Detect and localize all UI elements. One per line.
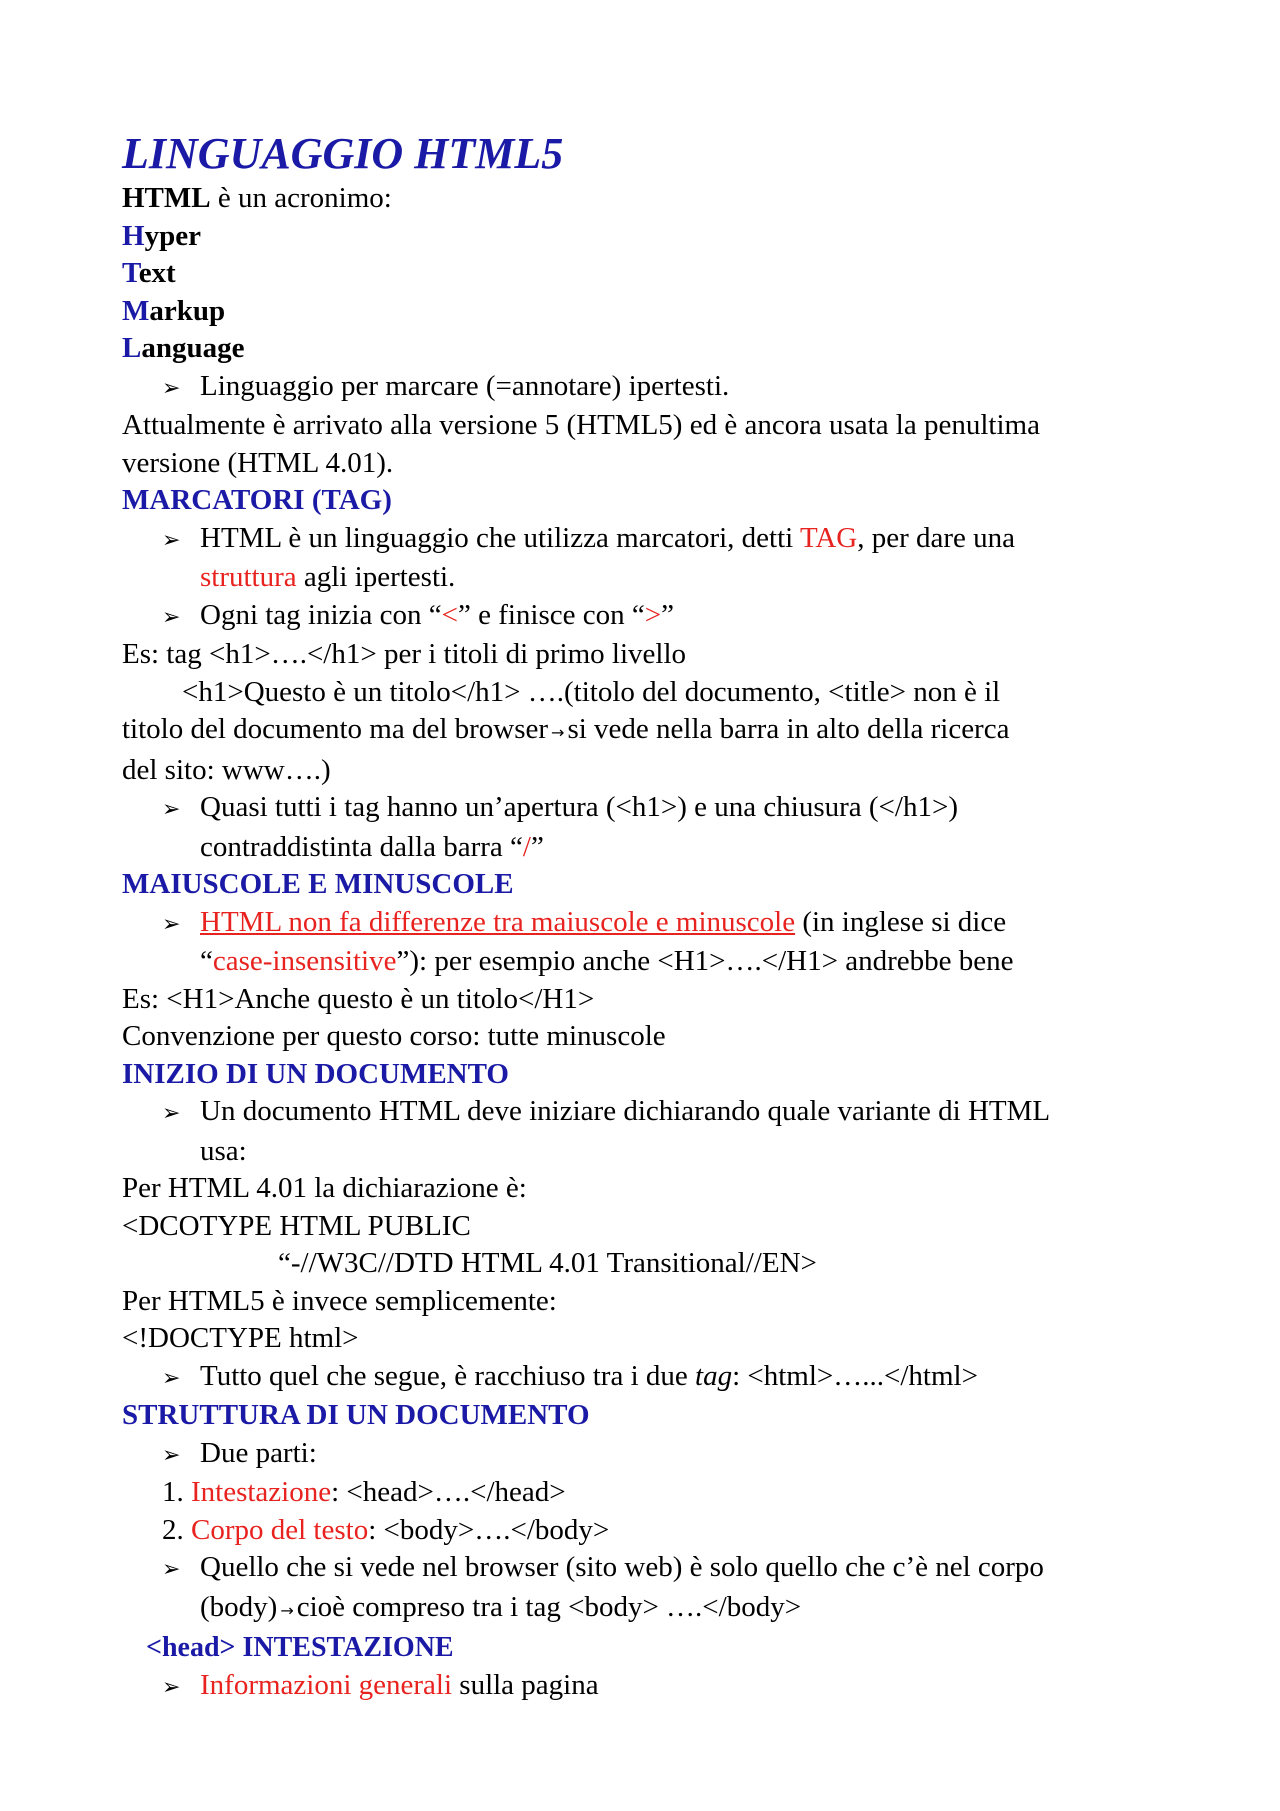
acronym-line-markup: Markup bbox=[122, 294, 226, 327]
bullet-item: ➢ Un documento HTML deve iniziare dichiarando quale variante di HTML bbox=[122, 1093, 1182, 1133]
acronym-line-hyper: Hyper bbox=[122, 219, 201, 252]
paragraph-line: Attualmente è arrivato alla versione 5 (HTML5) ed è ancora usata la penultima bbox=[122, 409, 1040, 441]
paragraph-line: Per HTML5 è invece semplicemente: bbox=[122, 1284, 557, 1317]
code-line: <!DOCTYPE html> bbox=[122, 1322, 359, 1354]
code-line: <DCOTYPE HTML PUBLIC bbox=[122, 1209, 471, 1242]
page-title: LINGUAGGIO HTML5 bbox=[122, 129, 564, 178]
section-heading-case: MAIUSCOLE E MINUSCOLE bbox=[122, 868, 514, 900]
example-line: del sito: www….) bbox=[122, 753, 331, 786]
bullet-continuation: usa: bbox=[200, 1134, 247, 1167]
bullet-arrow-icon: ➢ bbox=[162, 797, 181, 822]
code-line: “-//W3C//DTD HTML 4.01 Transitional//EN> bbox=[278, 1247, 817, 1279]
paragraph-line: Per HTML 4.01 la dichiarazione è: bbox=[122, 1172, 527, 1204]
bullet-arrow-icon: ➢ bbox=[162, 375, 181, 401]
section-heading-tags: MARCATORI (TAG) bbox=[122, 484, 392, 516]
bullet-arrow-icon: ➢ bbox=[162, 1557, 181, 1582]
bullet-item: ➢ HTML è un linguaggio che utilizza marcatori, detti TAG, per dare una bbox=[122, 520, 1182, 560]
bullet-arrow-icon: ➢ bbox=[162, 1101, 181, 1126]
bullet-continuation: contraddistinta dalla barra “/” bbox=[200, 830, 544, 863]
subsection-heading-head: <head> INTESTAZIONE bbox=[146, 1632, 454, 1663]
bullet-arrow-icon: ➢ bbox=[162, 1674, 181, 1700]
paragraph-line: Convenzione per questo corso: tutte minuscole bbox=[122, 1020, 666, 1052]
right-arrow-icon: → bbox=[551, 723, 565, 742]
example-line: titolo del documento ma del browser → si vede nella barra in alto della ricerca bbox=[122, 713, 1010, 745]
numbered-item: 1. Intestazione: <head>….</head> bbox=[162, 1476, 566, 1508]
bullet-continuation: struttura agli ipertesti. bbox=[200, 561, 456, 593]
example-line: <h1>Questo è un titolo</h1> ….(titolo del documento, <title> non è il bbox=[182, 675, 1001, 708]
section-heading-start: INIZIO DI UN DOCUMENTO bbox=[122, 1057, 509, 1090]
bullet-item: ➢ HTML non fa differenze tra maiuscole e minuscole (in inglese si dice bbox=[122, 904, 1182, 944]
example-line: Es: <H1>Anche questo è un titolo</H1> bbox=[122, 982, 595, 1015]
bullet-arrow-icon: ➢ bbox=[162, 604, 181, 630]
section-heading-structure: STRUTTURA DI UN DOCUMENTO bbox=[122, 1399, 590, 1431]
acronym-intro: HTML è un acronimo: bbox=[122, 182, 392, 214]
bullet-item: ➢ Linguaggio per marcare (=annotare) ipertesti. bbox=[122, 368, 1182, 408]
bullet-continuation: (body) → cioè compreso tra i tag <body> ….</body> bbox=[200, 1590, 802, 1623]
bullet-item: ➢ Tutto quel che segue, è racchiuso tra i due tag: <html>…...</html> bbox=[122, 1358, 1182, 1398]
right-arrow-icon: → bbox=[280, 1600, 294, 1620]
bullet-item: ➢ Quasi tutti i tag hanno un’apertura (<h1>) e una chiusura (</h1>) bbox=[122, 789, 1182, 829]
document-body bbox=[122, 128, 1182, 1706]
bullet-arrow-icon: ➢ bbox=[162, 1365, 181, 1391]
acronym-line-text: Text bbox=[122, 257, 176, 289]
bullet-item: ➢ Informazioni generali sulla pagina bbox=[122, 1667, 1182, 1707]
bullet-item: ➢ Ogni tag inizia con “<” e finisce con “>” bbox=[122, 597, 1182, 637]
paragraph-line: versione (HTML 4.01). bbox=[122, 446, 394, 479]
bullet-arrow-icon: ➢ bbox=[162, 527, 181, 553]
bullet-arrow-icon: ➢ bbox=[162, 1442, 181, 1468]
bullet-arrow-icon: ➢ bbox=[162, 911, 181, 937]
bullet-continuation: “case-insensitive”): per esempio anche <H1>….</H1> andrebbe bene bbox=[200, 945, 1014, 977]
bullet-item: ➢ Quello che si vede nel browser (sito web) è solo quello che c’è nel corpo bbox=[122, 1549, 1182, 1589]
bullet-item: ➢ Due parti: bbox=[122, 1435, 1182, 1475]
example-line: Es: tag <h1>….</h1> per i titoli di primo livello bbox=[122, 638, 687, 670]
acronym-line-language: Language bbox=[122, 332, 245, 364]
numbered-item: 2. Corpo del testo: <body>….</body> bbox=[162, 1513, 610, 1546]
